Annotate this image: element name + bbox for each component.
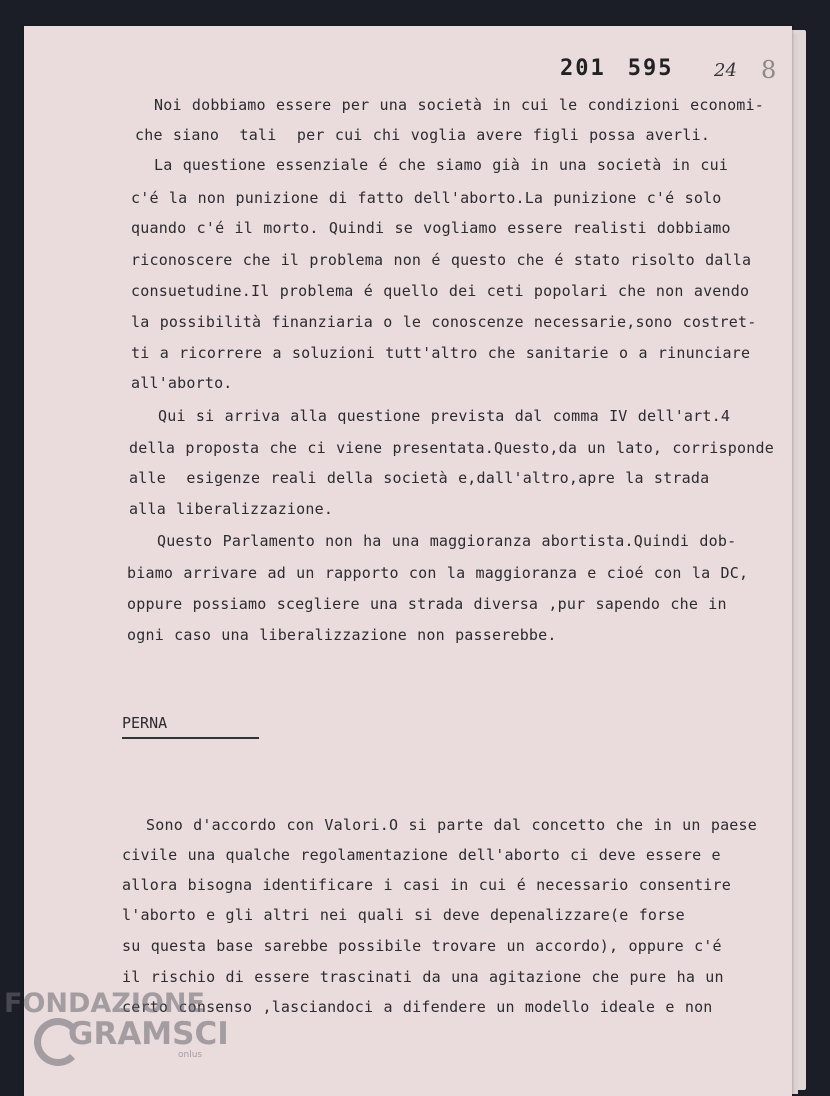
text-line: c'é la non punizione di fatto dell'aborto.La punizione c'é solo bbox=[131, 189, 722, 207]
text-line: alla liberalizzazione. bbox=[129, 500, 334, 518]
fondazione-gramsci-watermark bbox=[0, 988, 240, 1078]
text-line: l'aborto e gli altri nei quali si deve depenalizzare(e forse bbox=[122, 906, 685, 924]
text-line: ti a ricorrere a soluzioni tutt'altro che sanitarie o a rinunciare bbox=[131, 344, 751, 362]
text-line: della proposta che ci viene presentata.Questo,da un lato, corrisponde bbox=[129, 439, 774, 457]
text-line: La questione essenziale é che siamo già in una società in cui bbox=[154, 156, 729, 174]
watermark-suffix: onlus bbox=[178, 1050, 203, 1060]
text-line: consuetudine.Il problema é quello dei ceti popolari che non avendo bbox=[131, 282, 750, 300]
text-line: biamo arrivare ad un rapporto con la maggioranza e cioé con la DC, bbox=[127, 564, 749, 582]
text-line: su questa base sarebbe possibile trovare un accordo), oppure c'é bbox=[122, 937, 722, 955]
text-line: ogni caso una liberalizzazione non passerebbe. bbox=[127, 626, 557, 644]
text-line: che siano tali per cui chi voglia avere figli possa averli. bbox=[135, 126, 711, 144]
text-line: certo consenso ,lasciandoci a difendere un modello ideale e non bbox=[122, 998, 713, 1016]
text-line: Sono d'accordo con Valori.O si parte dal concetto che in un paese bbox=[146, 816, 757, 834]
text-line: quando c'é il morto. Quindi se vogliamo essere realisti dobbiamo bbox=[131, 219, 731, 237]
text-line: allora bisogna identificare i casi in cui é necessario consentire bbox=[122, 876, 731, 894]
text-line: all'aborto. bbox=[131, 374, 233, 392]
text-line: Qui si arriva alla questione prevista dal comma IV dell'art.4 bbox=[158, 407, 731, 425]
text-line: il rischio di essere trascinati da una agitazione che pure ha un bbox=[122, 968, 724, 986]
text-line: la possibilità finanziaria o le conoscenze necessarie,sono costret- bbox=[131, 313, 757, 331]
folio-number-first: 201 bbox=[560, 56, 606, 81]
folio-number-second: 595 bbox=[627, 56, 674, 81]
speaker-heading: PERNA bbox=[122, 714, 168, 732]
text-line: civile una qualche regolamentazione dell'aborto ci deve essere e bbox=[122, 846, 721, 864]
speaker-underline bbox=[122, 737, 259, 739]
text-line: Questo Parlamento non ha una maggioranza abortista.Quindi dob- bbox=[157, 532, 737, 550]
text-line: Noi dobbiamo essere per una società in cui le condizioni economi- bbox=[154, 96, 764, 114]
handwritten-page-number: 24 bbox=[714, 60, 737, 81]
watermark-line-2: GRAMSCI bbox=[68, 1016, 229, 1052]
text-line: alle esigenze reali della società e,dall'altro,apre la strada bbox=[129, 469, 710, 487]
text-line: oppure possiamo scegliere una strada diversa ,pur sapendo che in bbox=[127, 595, 727, 613]
document-page bbox=[24, 26, 792, 1096]
text-line: riconoscere che il problema non é questo che é stato risolto dalla bbox=[131, 251, 752, 269]
watermark-line-1: FONDAZIONE bbox=[4, 988, 205, 1019]
handwritten-mark: 8 bbox=[761, 56, 777, 84]
folio-number bbox=[560, 56, 696, 81]
